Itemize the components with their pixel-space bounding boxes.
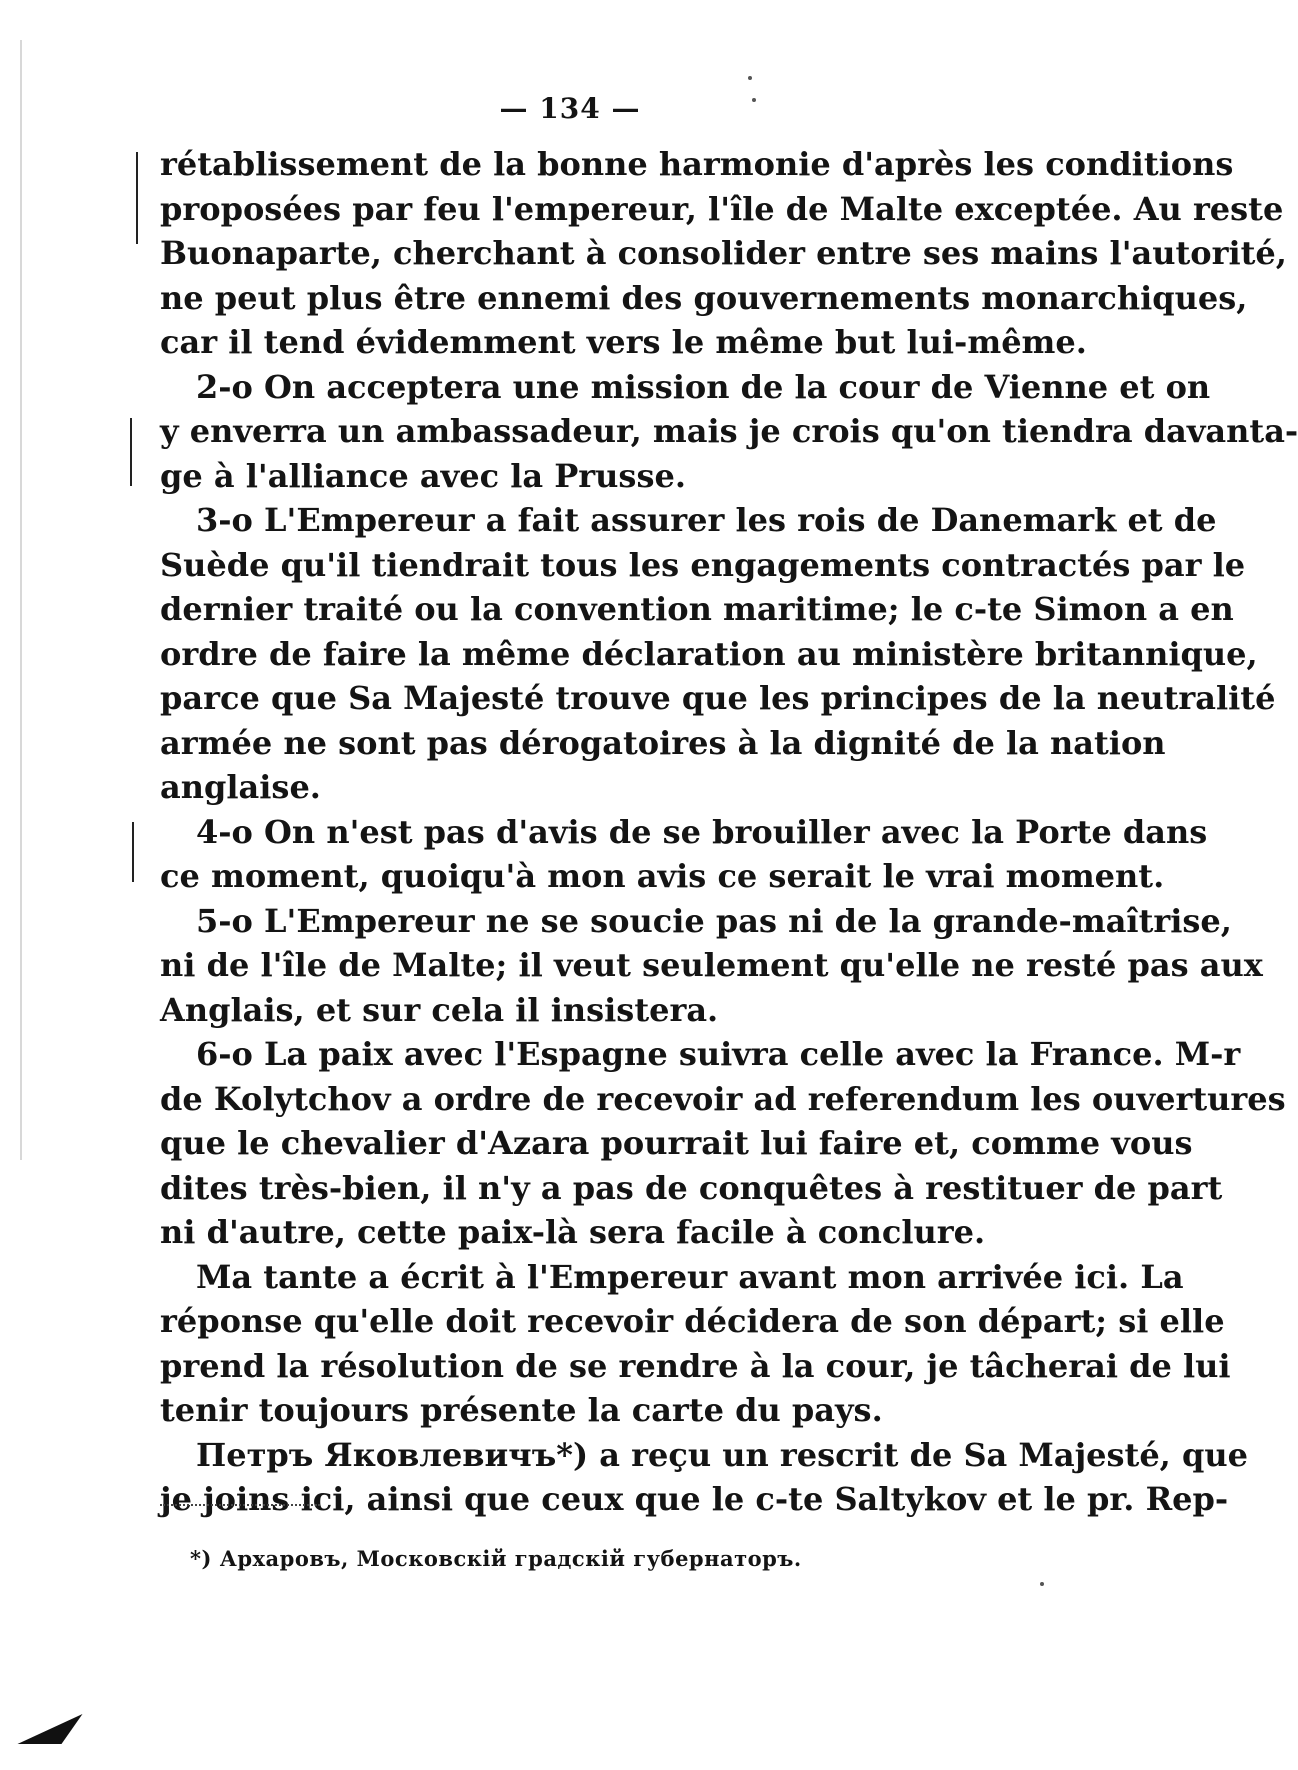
text-line: je joins ici, ainsi que ceux que le c-te Saltykov et le pr. Rep- — [160, 1480, 1229, 1518]
text-line: Anglais, et sur cela il insistera. — [160, 990, 719, 1029]
text-line: ni d'autre, cette paix-là sera facile à conclure. — [160, 1213, 986, 1251]
text-line: rétablissement de la bonne harmonie d'après les conditions — [160, 145, 1234, 183]
text-line: que le chevalier d'Azara pourrait lui faire et, comme vous — [160, 1124, 1193, 1162]
text-line: ordre de faire la même déclaration au ministère britannique, — [160, 634, 1258, 673]
speck — [752, 98, 756, 102]
speck — [1040, 1582, 1044, 1586]
text-line: ni de l'île de Malte; il veut seulement qu'elle ne resté pas aux — [160, 946, 1263, 984]
footnote-rule — [160, 1504, 320, 1506]
margin-mark — [132, 822, 134, 882]
text-line: proposées par feu l'empereur, l'île de Malte exceptée. Au reste — [160, 189, 1284, 228]
text-line: Suède qu'il tiendrait tous les engagements contractés par le — [160, 545, 1246, 584]
text-line: prend la résolution de se rendre à la cour, je tâcherai de lui — [160, 1346, 1231, 1385]
text-line: tenir toujours présente la carte du pays. — [160, 1391, 883, 1429]
text-line: 5-o L'Empereur ne se soucie pas ni de la grande-maîtrise, — [196, 901, 1232, 940]
text-line: dites très-bien, il n'y a pas de conquêtes à restituer de part — [160, 1168, 1223, 1207]
page-number: — 134 — — [499, 92, 641, 125]
margin-mark — [130, 418, 132, 486]
text-line: armée ne sont pas dérogatoires à la dignité de la nation — [160, 723, 1166, 762]
text-line: 6-o La paix avec l'Espagne suivra celle avec la France. M-r — [196, 1035, 1241, 1073]
text-line: anglaise. — [160, 768, 321, 806]
text-line: 2-o On acceptera une mission de la cour de Vienne et on — [196, 367, 1211, 406]
text-line: dernier traité ou la convention maritime; le c-te Simon a en — [160, 590, 1234, 628]
text-line: ce moment, quoiqu'à mon avis ce serait le vrai moment. — [160, 857, 1165, 895]
text-line: 4-o On n'est pas d'avis de se brouiller avec la Porte dans — [196, 812, 1208, 851]
text-line: Петръ Яковлевичъ*) a reçu un rescrit de Sa Majesté, que — [196, 1435, 1248, 1474]
body-text — [160, 142, 1298, 1522]
text-line: réponse qu'elle doit recevoir décidera de son départ; si elle — [160, 1302, 1225, 1340]
speck — [748, 76, 752, 80]
page-corner-mark — [17, 1714, 82, 1744]
gutter-line — [20, 40, 22, 1160]
text-line: de Kolytchov a ordre de recevoir ad referendum les ouvertures — [160, 1079, 1286, 1118]
text-line: ge à l'alliance avec la Prusse. — [160, 456, 686, 495]
text-line: parce que Sa Majesté trouve que les principes de la neutralité — [160, 679, 1276, 717]
text-line: car il tend évidemment vers le même but lui-même. — [160, 323, 1087, 361]
text-line: Ma tante a écrit à l'Empereur avant mon arrivée ici. La — [196, 1257, 1184, 1296]
margin-mark — [136, 152, 138, 244]
text-line: ne peut plus être ennemi des gouvernements monarchiques, — [160, 278, 1248, 317]
text-line: 3-o L'Empereur a fait assurer les rois de Danemark et de — [196, 501, 1217, 539]
footnote: *) Архаровъ, Московскій градскій губернаторъ. — [190, 1546, 802, 1571]
text-line: Buonaparte, cherchant à consolider entre ses mains l'autorité, — [160, 234, 1287, 272]
text-line: y enverra un ambassadeur, mais je crois qu'on tiendra davanta- — [160, 412, 1298, 450]
